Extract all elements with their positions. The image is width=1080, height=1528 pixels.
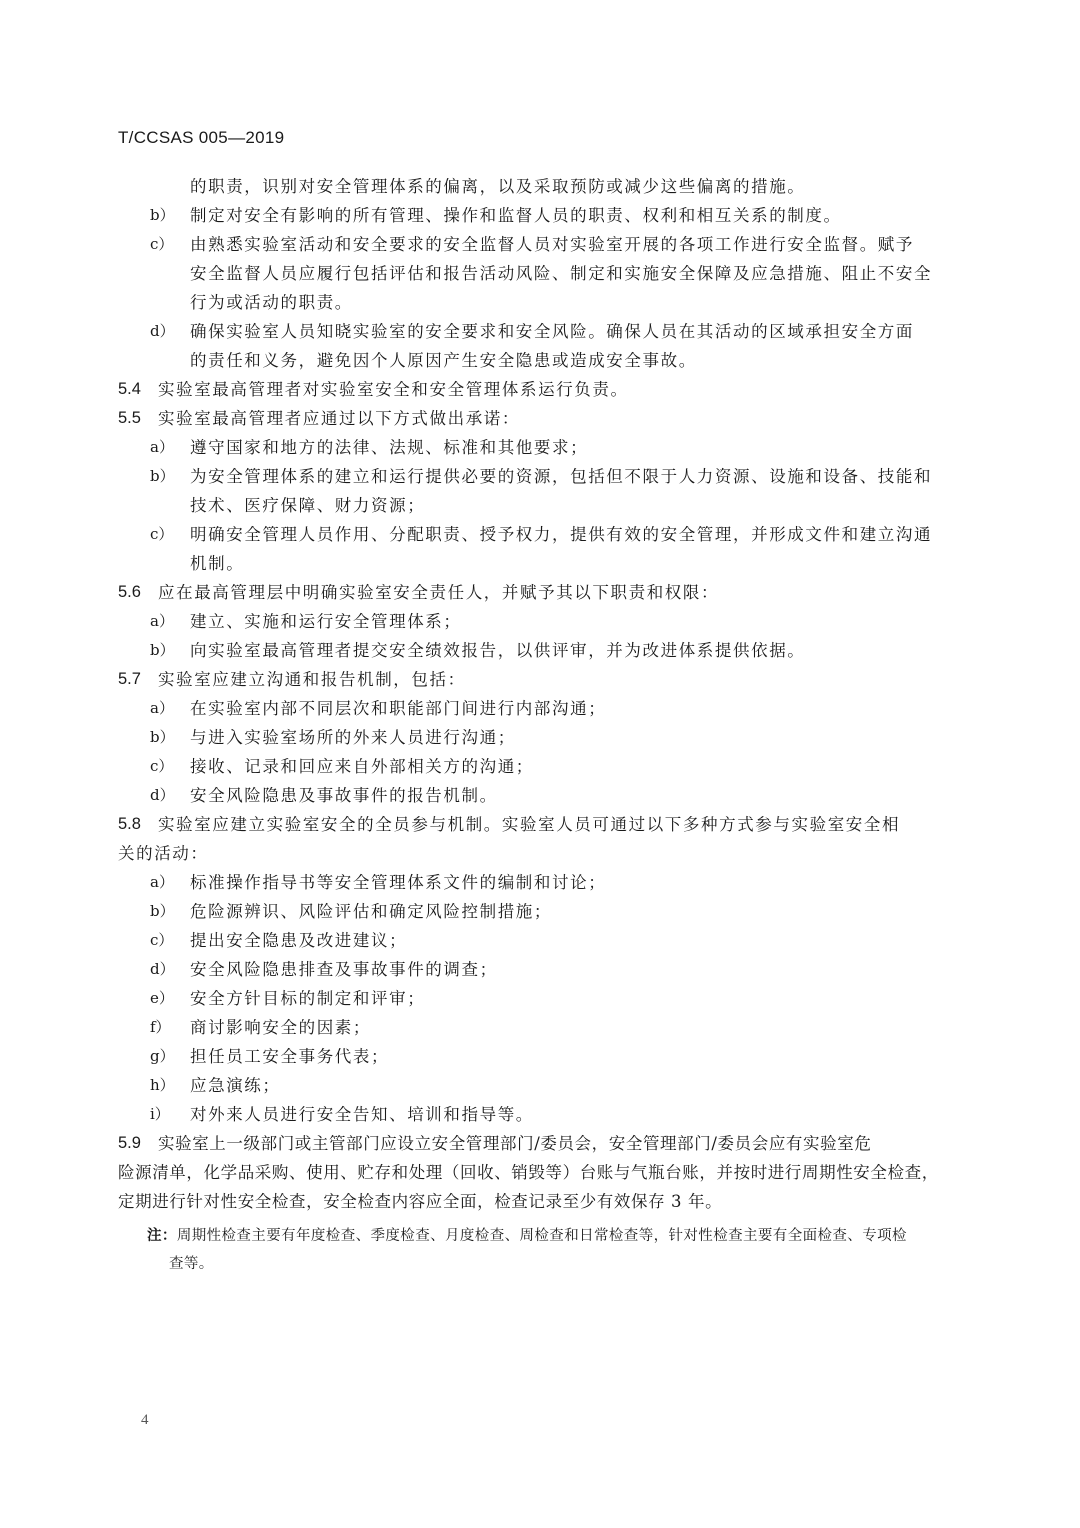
line-text: 与进入实验室场所的外来人员进行沟通； [190,728,516,747]
line-text: 机制。 [190,554,245,573]
document-body [118,172,952,1216]
clause-line [118,578,952,607]
line-text: 标准操作指导书等安全管理体系文件的编制和讨论； [190,873,607,892]
list-item [118,636,952,665]
line-text: 险源清单，化学品采购、使用、贮存和处理（回收、销毁等）台账与气瓶台账，并按时进行周期性安全检查， [118,1163,939,1182]
paragraph-line [118,1187,952,1216]
clause-line [118,1129,952,1158]
line-text: 在实验室内部不同层次和职能部门间进行内部沟通； [190,699,607,718]
list-item-continuation [118,491,952,520]
line-text: 商讨影响安全的因素； [190,1018,371,1037]
line-text: 关的活动： [118,844,209,863]
list-item-label: d） [150,786,175,804]
paragraph-line [118,1158,952,1187]
list-item [118,926,952,955]
document-code-header: T/CCSAS 005—2019 [118,128,285,147]
list-item-label: b） [150,902,175,920]
list-item [118,1100,952,1129]
line-text: 安全监督人员应履行包括评估和报告活动风险、制定和实施安全保障及应急措施、阻止不安全 [190,264,933,283]
list-item-label: a） [150,699,174,717]
list-item [118,1013,952,1042]
list-item [118,984,952,1013]
list-item-label: d） [150,960,175,978]
list-item [118,317,952,346]
list-item-label: d） [150,322,175,340]
list-item [118,752,952,781]
list-item-label: b） [150,206,175,224]
list-item-continuation [118,259,952,288]
clause-number: 5.8 [118,815,141,833]
page-number: 4 [141,1412,149,1428]
list-item-continuation [118,172,952,201]
line-text: 实验室最高管理者应通过以下方式做出承诺： [158,409,520,428]
list-item-label: b） [150,728,175,746]
list-item-label: h） [150,1076,175,1094]
line-text: 定期进行针对性安全检查，安全检查内容应全面，检查记录至少有效保存 3 年。 [118,1192,723,1211]
clause-line [118,375,952,404]
list-item [118,462,952,491]
list-item-label: b） [150,467,175,485]
line-text: 的责任和义务，避免因个人原因产生安全隐患或造成安全事故。 [190,351,697,370]
line-text: 由熟悉实验室活动和安全要求的安全监督人员对实验室开展的各项工作进行安全监督。赋予 [190,235,914,254]
note-line-1: 周期性检查主要有年度检查、季度检查、月度检查、周检查和日常检查等，针对性检查主要有全面检查、专项检 [176,1228,907,1244]
list-item-label: g） [150,1047,175,1065]
line-text: 实验室应建立沟通和报告机制，包括： [158,670,466,689]
paragraph-line [118,839,952,868]
list-item [118,694,952,723]
list-item-label: e） [150,989,174,1007]
list-item-label: f） [150,1018,171,1036]
line-text: 行为或活动的职责。 [190,293,353,312]
line-text: 担任员工安全事务代表； [190,1047,390,1066]
list-item [118,433,952,462]
clause-line [118,810,952,839]
clause-number: 5.5 [118,409,141,427]
line-text: 安全方针目标的制定和评审； [190,989,426,1008]
line-text: 实验室应建立实验室安全的全员参与机制。实验室人员可通过以下多种方式参与实验室安全相 [158,815,901,834]
list-item-label: c） [150,757,174,775]
note-line-2: 查等。 [169,1256,214,1272]
line-text: 确保实验室人员知晓实验室的安全要求和安全风险。确保人员在其活动的区域承担安全方面 [190,322,914,341]
clause-number: 5.4 [118,380,141,398]
list-item-label: c） [150,525,174,543]
line-text: 应急演练； [190,1076,281,1095]
line-text: 技术、医疗保障、财力资源； [190,496,426,515]
list-item-label: i） [150,1105,170,1123]
list-item-continuation [118,346,952,375]
note-tag: 注： [147,1227,177,1244]
clause-number: 5.6 [118,583,141,601]
list-item-label: a） [150,612,174,630]
list-item [118,868,952,897]
list-item [118,201,952,230]
clause-number: 5.9 [118,1134,141,1152]
list-item [118,897,952,926]
note-block [147,1222,955,1278]
line-text: 对外来人员进行安全告知、培训和指导等。 [190,1105,534,1124]
clause-line [118,404,952,433]
list-item [118,723,952,752]
line-text: 接收、记录和回应来自外部相关方的沟通； [190,757,534,776]
list-item [118,520,952,549]
list-item-label: c） [150,931,174,949]
line-text: 明确安全管理人员作用、分配职责、授予权力，提供有效的安全管理，并形成文件和建立沟通 [190,525,933,544]
line-text: 遵守国家和地方的法律、法规、标准和其他要求； [190,438,589,457]
list-item [118,1042,952,1071]
line-text: 实验室最高管理者对实验室安全和安全管理体系运行负责。 [158,380,629,399]
line-text: 应在最高管理层中明确实验室安全责任人，并赋予其以下职责和权限： [158,583,720,602]
list-item-label: a） [150,438,174,456]
list-item-label: a） [150,873,174,891]
list-item-label: b） [150,641,175,659]
line-text: 为安全管理体系的建立和运行提供必要的资源，包括但不限于人力资源、设施和设备、技能和 [190,467,933,486]
line-text: 安全风险隐患及事故事件的报告机制。 [190,786,498,805]
line-text: 制定对安全有影响的所有管理、操作和监督人员的职责、权利和相互关系的制度。 [190,206,842,225]
line-text: 提出安全隐患及改进建议； [190,931,408,950]
list-item [118,230,952,259]
line-text: 的职责，识别对安全管理体系的偏离，以及采取预防或减少这些偏离的措施。 [190,177,806,196]
list-item [118,781,952,810]
line-text: 建立、实施和运行安全管理体系； [190,612,462,631]
line-text: 安全风险隐患排查及事故事件的调查； [190,960,498,979]
list-item [118,1071,952,1100]
list-item [118,955,952,984]
list-item-continuation [118,288,952,317]
clause-number: 5.7 [118,670,141,688]
line-text: 实验室上一级部门或主管部门应设立安全管理部门/委员会，安全管理部门/委员会应有实验室危 [158,1134,872,1153]
clause-line [118,665,952,694]
list-item [118,607,952,636]
list-item-continuation [118,549,952,578]
line-text: 危险源辨识、风险评估和确定风险控制措施； [190,902,552,921]
line-text: 向实验室最高管理者提交安全绩效报告，以供评审，并为改进体系提供依据。 [190,641,806,660]
list-item-label: c） [150,235,174,253]
